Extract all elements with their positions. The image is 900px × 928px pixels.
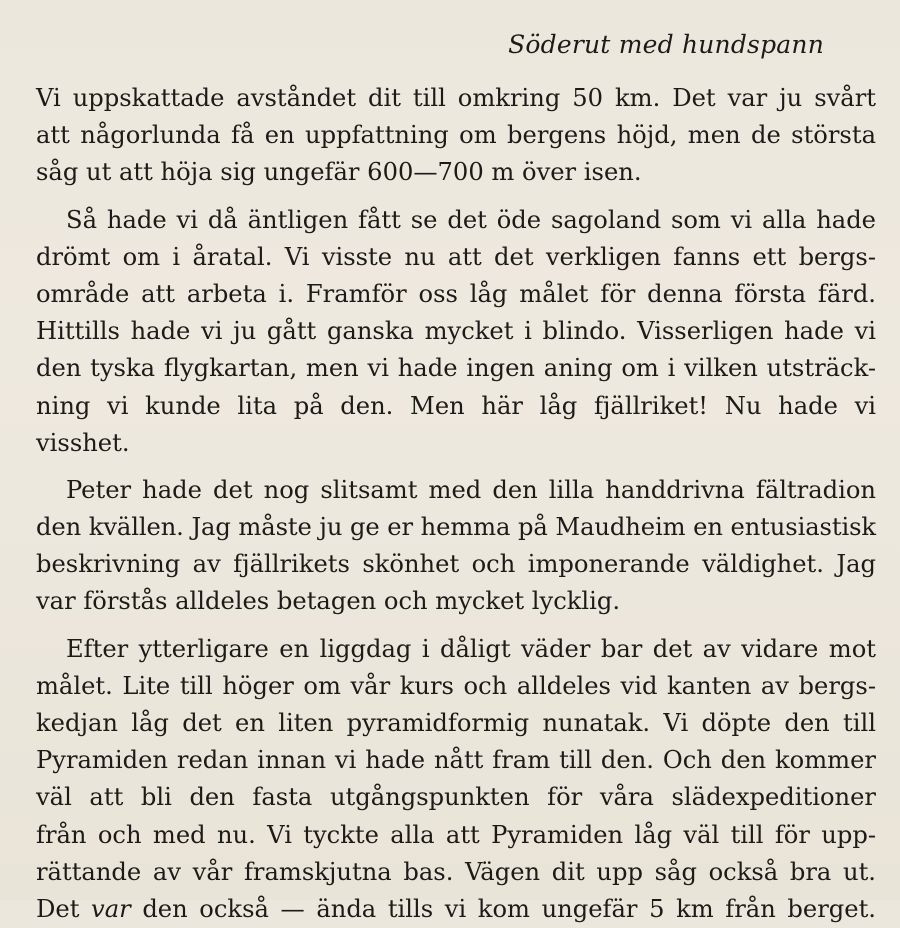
text-line-final <box>36 891 876 928</box>
running-head: Söderut med hundspann <box>508 30 824 59</box>
text-line: att någorlunda få en uppfattning om bergens höjd, men de största <box>36 121 876 150</box>
text-line: ning vi kunde lita på den. Men här låg fjällriket! Nu hade vi <box>36 391 876 420</box>
text-line: väl att bli den fasta utgångspunkten för våra slädexpeditioner <box>36 783 876 812</box>
text-line: rättande av vår framskjutna bas. Vägen dit upp såg också bra ut. <box>36 857 876 886</box>
text-line: område att arbeta i. Framför oss låg målet för denna första färd. <box>36 279 876 308</box>
text-line: den tyska flygkartan, men vi hade ingen aning om i vilken utsträck- <box>36 354 876 383</box>
text-line: Så hade vi då äntligen fått se det öde sagoland som vi alla hade <box>66 205 876 234</box>
text-line: Peter hade det nog slitsamt med den lilla handdrivna fältradion <box>66 475 876 504</box>
text-line: visshet. <box>36 428 130 457</box>
text-line: Vi uppskattade avståndet dit till omkring 50 km. Det var ju svårt <box>36 84 876 112</box>
paragraph-3 <box>36 472 876 621</box>
text-line: den kvällen. Jag måste ju ge er hemma på Maudheim en entusiastisk <box>36 513 876 542</box>
text-line: Efter ytterligare en liggdag i dåligt väder bar det av vidare mot <box>66 634 876 663</box>
text-run: Det <box>36 894 92 923</box>
text-line: från och med nu. Vi tyckte alla att Pyramiden låg väl till för upp- <box>36 820 876 849</box>
text-line: Pyramiden redan innan vi hade nått fram till den. Och den kommer <box>36 746 876 775</box>
text-line: drömt om i åratal. Vi visste nu att det verkligen fanns ett bergs- <box>36 242 876 271</box>
paragraph-4 <box>36 631 876 928</box>
emphasis-text: var <box>91 894 131 923</box>
text-line: beskrivning av fjällrikets skönhet och imponerande väldighet. Jag <box>36 550 876 579</box>
paragraph-1 <box>36 80 876 192</box>
text-line: kedjan låg det en liten pyramidformig nunatak. Vi döpte den till <box>36 709 876 737</box>
text-line: såg ut att höja sig ungefär 600—700 m över isen. <box>36 158 642 187</box>
text-line: var förstås alldeles betagen och mycket lycklig. <box>36 587 621 616</box>
text-line: målet. Lite till höger om vår kurs och alldeles vid kanten av bergs- <box>36 671 876 700</box>
text-line: Hittills hade vi ju gått ganska mycket i blindo. Visserligen hade vi <box>36 317 876 346</box>
text-run: den också — ända tills vi kom ungefär 5 km från berget. <box>130 894 876 923</box>
paragraph-2 <box>36 202 876 462</box>
